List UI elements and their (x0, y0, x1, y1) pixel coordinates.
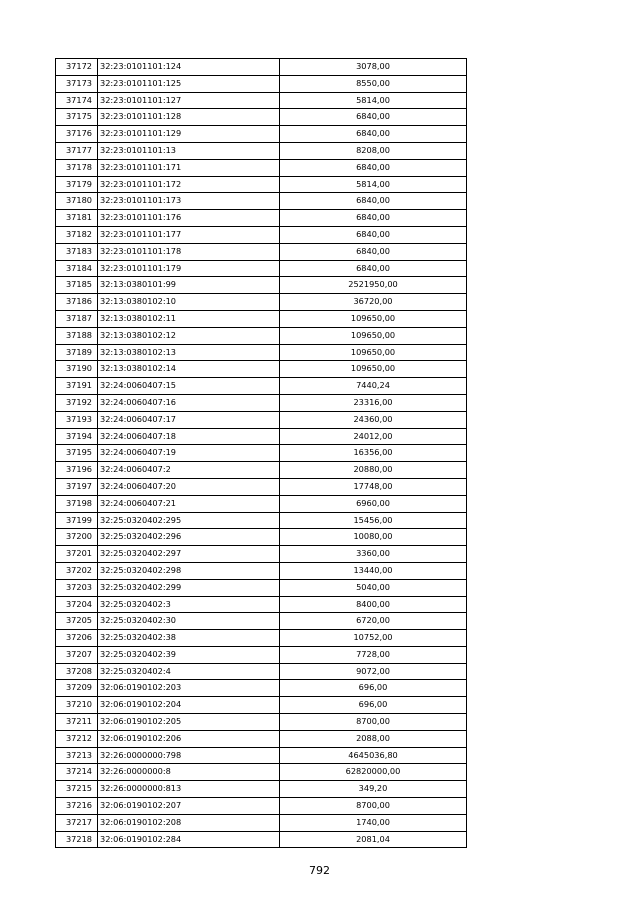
cadastral-value-cell: 15456,00 (280, 512, 467, 529)
table-row (56, 109, 467, 126)
row-number-cell: 37207 (56, 646, 98, 663)
row-number-cell: 37205 (56, 613, 98, 630)
row-number-cell: 37191 (56, 378, 98, 395)
cadastral-number-cell: 32:06:0190102:207 (98, 798, 280, 815)
cadastral-value-cell: 109650,00 (280, 344, 467, 361)
cadastral-value-cell: 6840,00 (280, 210, 467, 227)
cadastral-value-cell: 5814,00 (280, 92, 467, 109)
table-row (56, 478, 467, 495)
table-row (56, 193, 467, 210)
cadastral-value-cell: 349,20 (280, 781, 467, 798)
cadastral-value-cell: 5040,00 (280, 579, 467, 596)
table-row (56, 294, 467, 311)
table-row (56, 747, 467, 764)
cadastral-value-cell: 6840,00 (280, 109, 467, 126)
table-row (56, 59, 467, 76)
row-number-cell: 37184 (56, 260, 98, 277)
cadastral-number-cell: 32:06:0190102:284 (98, 831, 280, 848)
table-row (56, 630, 467, 647)
row-number-cell: 37201 (56, 546, 98, 563)
cadastral-number-cell: 32:26:0000000:798 (98, 747, 280, 764)
table-row (56, 327, 467, 344)
table-row (56, 596, 467, 613)
cadastral-value-cell: 696,00 (280, 680, 467, 697)
cadastral-value-cell: 109650,00 (280, 310, 467, 327)
cadastral-number-cell: 32:23:0101101:173 (98, 193, 280, 210)
row-number-cell: 37181 (56, 210, 98, 227)
cadastral-value-cell: 2088,00 (280, 730, 467, 747)
table-row (56, 411, 467, 428)
cadastral-number-cell: 32:26:0000000:8 (98, 764, 280, 781)
row-number-cell: 37193 (56, 411, 98, 428)
table-row (56, 814, 467, 831)
page-number: 792 (309, 864, 330, 877)
table-row (56, 512, 467, 529)
cadastral-value-cell: 13440,00 (280, 562, 467, 579)
row-number-cell: 37175 (56, 109, 98, 126)
row-number-cell: 37202 (56, 562, 98, 579)
cadastral-value-cell: 62820000,00 (280, 764, 467, 781)
row-number-cell: 37174 (56, 92, 98, 109)
row-number-cell: 37210 (56, 697, 98, 714)
table-row (56, 226, 467, 243)
table-row (56, 243, 467, 260)
row-number-cell: 37216 (56, 798, 98, 815)
row-number-cell: 37196 (56, 462, 98, 479)
table-row (56, 546, 467, 563)
cadastral-value-cell: 6840,00 (280, 243, 467, 260)
cadastral-number-cell: 32:25:0320402:298 (98, 562, 280, 579)
table-row (56, 697, 467, 714)
cadastral-value-cell: 6720,00 (280, 613, 467, 630)
row-number-cell: 37206 (56, 630, 98, 647)
table-row (56, 831, 467, 848)
row-number-cell: 37176 (56, 126, 98, 143)
row-number-cell: 37195 (56, 445, 98, 462)
cadastral-number-cell: 32:23:0101101:125 (98, 75, 280, 92)
row-number-cell: 37186 (56, 294, 98, 311)
cadastral-number-cell: 32:06:0190102:206 (98, 730, 280, 747)
cadastral-value-cell: 16356,00 (280, 445, 467, 462)
table-row (56, 378, 467, 395)
cadastral-number-cell: 32:23:0101101:179 (98, 260, 280, 277)
cadastral-number-cell: 32:13:0380101:99 (98, 277, 280, 294)
row-number-cell: 37200 (56, 529, 98, 546)
cadastral-number-cell: 32:25:0320402:295 (98, 512, 280, 529)
cadastral-value-cell: 6840,00 (280, 260, 467, 277)
cadastral-value-cell: 24360,00 (280, 411, 467, 428)
cadastral-number-cell: 32:24:0060407:18 (98, 428, 280, 445)
table-row (56, 781, 467, 798)
row-number-cell: 37177 (56, 142, 98, 159)
table-row (56, 495, 467, 512)
table-row (56, 142, 467, 159)
table-row (56, 428, 467, 445)
row-number-cell: 37213 (56, 747, 98, 764)
row-number-cell: 37218 (56, 831, 98, 848)
cadastral-value-cell: 10752,00 (280, 630, 467, 647)
table-row (56, 310, 467, 327)
table-row (56, 75, 467, 92)
row-number-cell: 37188 (56, 327, 98, 344)
table-row (56, 613, 467, 630)
table-row (56, 277, 467, 294)
row-number-cell: 37198 (56, 495, 98, 512)
row-number-cell: 37215 (56, 781, 98, 798)
cadastral-number-cell: 32:25:0320402:299 (98, 579, 280, 596)
cadastral-value-cell: 9072,00 (280, 663, 467, 680)
cadastral-value-cell: 8400,00 (280, 596, 467, 613)
cadastral-value-cell: 7728,00 (280, 646, 467, 663)
cadastral-value-table (55, 58, 467, 848)
cadastral-value-cell: 109650,00 (280, 361, 467, 378)
row-number-cell: 37197 (56, 478, 98, 495)
row-number-cell: 37212 (56, 730, 98, 747)
table-row (56, 663, 467, 680)
table-row (56, 176, 467, 193)
row-number-cell: 37182 (56, 226, 98, 243)
table-row (56, 126, 467, 143)
row-number-cell: 37179 (56, 176, 98, 193)
cadastral-number-cell: 32:24:0060407:17 (98, 411, 280, 428)
row-number-cell: 37187 (56, 310, 98, 327)
row-number-cell: 37203 (56, 579, 98, 596)
table-row (56, 344, 467, 361)
table-body (56, 59, 467, 848)
cadastral-number-cell: 32:06:0190102:208 (98, 814, 280, 831)
cadastral-number-cell: 32:23:0101101:171 (98, 159, 280, 176)
cadastral-value-cell: 1740,00 (280, 814, 467, 831)
table-row (56, 529, 467, 546)
cadastral-number-cell: 32:23:0101101:13 (98, 142, 280, 159)
cadastral-number-cell: 32:23:0101101:176 (98, 210, 280, 227)
table-row (56, 798, 467, 815)
row-number-cell: 37199 (56, 512, 98, 529)
table-row (56, 92, 467, 109)
cadastral-value-cell: 8550,00 (280, 75, 467, 92)
cadastral-number-cell: 32:23:0101101:129 (98, 126, 280, 143)
row-number-cell: 37192 (56, 394, 98, 411)
cadastral-number-cell: 32:25:0320402:297 (98, 546, 280, 563)
row-number-cell: 37211 (56, 714, 98, 731)
cadastral-number-cell: 32:06:0190102:204 (98, 697, 280, 714)
table-row (56, 445, 467, 462)
row-number-cell: 37209 (56, 680, 98, 697)
cadastral-value-cell: 7440,24 (280, 378, 467, 395)
cadastral-number-cell: 32:24:0060407:2 (98, 462, 280, 479)
table-row (56, 159, 467, 176)
row-number-cell: 37214 (56, 764, 98, 781)
cadastral-value-cell: 6840,00 (280, 126, 467, 143)
row-number-cell: 37194 (56, 428, 98, 445)
cadastral-value-cell: 3360,00 (280, 546, 467, 563)
cadastral-value-cell: 5814,00 (280, 176, 467, 193)
cadastral-value-cell: 8208,00 (280, 142, 467, 159)
cadastral-number-cell: 32:25:0320402:30 (98, 613, 280, 630)
row-number-cell: 37217 (56, 814, 98, 831)
cadastral-number-cell: 32:25:0320402:38 (98, 630, 280, 647)
cadastral-number-cell: 32:24:0060407:20 (98, 478, 280, 495)
row-number-cell: 37183 (56, 243, 98, 260)
cadastral-number-cell: 32:23:0101101:124 (98, 59, 280, 76)
table-row (56, 361, 467, 378)
table-row (56, 730, 467, 747)
cadastral-number-cell: 32:24:0060407:16 (98, 394, 280, 411)
cadastral-value-cell: 6840,00 (280, 226, 467, 243)
table-row (56, 562, 467, 579)
cadastral-number-cell: 32:23:0101101:172 (98, 176, 280, 193)
cadastral-number-cell: 32:24:0060407:19 (98, 445, 280, 462)
cadastral-number-cell: 32:23:0101101:127 (98, 92, 280, 109)
table-row (56, 210, 467, 227)
cadastral-number-cell: 32:13:0380102:14 (98, 361, 280, 378)
cadastral-value-cell: 10080,00 (280, 529, 467, 546)
row-number-cell: 37189 (56, 344, 98, 361)
cadastral-number-cell: 32:25:0320402:39 (98, 646, 280, 663)
cadastral-value-cell: 36720,00 (280, 294, 467, 311)
cadastral-value-cell: 23316,00 (280, 394, 467, 411)
cadastral-value-cell: 17748,00 (280, 478, 467, 495)
cadastral-number-cell: 32:25:0320402:3 (98, 596, 280, 613)
cadastral-value-cell: 6840,00 (280, 193, 467, 210)
table-row (56, 260, 467, 277)
row-number-cell: 37180 (56, 193, 98, 210)
row-number-cell: 37172 (56, 59, 98, 76)
cadastral-value-cell: 696,00 (280, 697, 467, 714)
cadastral-number-cell: 32:23:0101101:178 (98, 243, 280, 260)
table-row (56, 394, 467, 411)
cadastral-value-cell: 24012,00 (280, 428, 467, 445)
cadastral-value-cell: 8700,00 (280, 798, 467, 815)
row-number-cell: 37173 (56, 75, 98, 92)
row-number-cell: 37204 (56, 596, 98, 613)
cadastral-value-cell: 6960,00 (280, 495, 467, 512)
cadastral-value-cell: 2081,04 (280, 831, 467, 848)
table-row (56, 680, 467, 697)
cadastral-value-cell: 4645036,80 (280, 747, 467, 764)
cadastral-number-cell: 32:06:0190102:203 (98, 680, 280, 697)
row-number-cell: 37185 (56, 277, 98, 294)
cadastral-value-cell: 6840,00 (280, 159, 467, 176)
table-row (56, 462, 467, 479)
cadastral-number-cell: 32:06:0190102:205 (98, 714, 280, 731)
cadastral-number-cell: 32:24:0060407:15 (98, 378, 280, 395)
cadastral-number-cell: 32:13:0380102:10 (98, 294, 280, 311)
cadastral-number-cell: 32:23:0101101:177 (98, 226, 280, 243)
row-number-cell: 37178 (56, 159, 98, 176)
table-row (56, 714, 467, 731)
cadastral-value-cell: 2521950,00 (280, 277, 467, 294)
cadastral-value-cell: 8700,00 (280, 714, 467, 731)
cadastral-number-cell: 32:26:0000000:813 (98, 781, 280, 798)
cadastral-number-cell: 32:23:0101101:128 (98, 109, 280, 126)
table-row (56, 764, 467, 781)
cadastral-number-cell: 32:25:0320402:4 (98, 663, 280, 680)
cadastral-number-cell: 32:13:0380102:11 (98, 310, 280, 327)
cadastral-value-cell: 109650,00 (280, 327, 467, 344)
table-row (56, 646, 467, 663)
table-row (56, 579, 467, 596)
cadastral-number-cell: 32:13:0380102:13 (98, 344, 280, 361)
row-number-cell: 37208 (56, 663, 98, 680)
cadastral-number-cell: 32:25:0320402:296 (98, 529, 280, 546)
cadastral-value-cell: 3078,00 (280, 59, 467, 76)
cadastral-value-cell: 20880,00 (280, 462, 467, 479)
cadastral-number-cell: 32:13:0380102:12 (98, 327, 280, 344)
row-number-cell: 37190 (56, 361, 98, 378)
cadastral-number-cell: 32:24:0060407:21 (98, 495, 280, 512)
